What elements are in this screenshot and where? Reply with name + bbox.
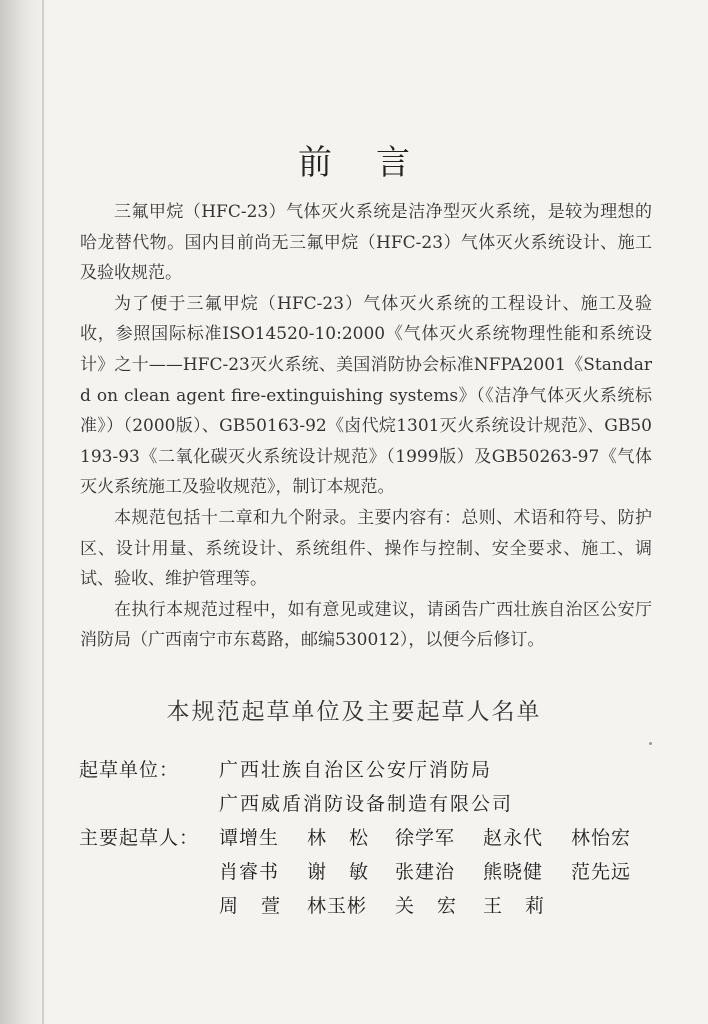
page-title: 前言 [298,142,454,183]
drafter-name: 范先远 [571,861,632,883]
drafter-name: 肖睿书 [219,861,280,883]
drafter-name: 王莉 [483,895,568,917]
drafters-section-title: 本规范起草单位及主要起草人名单 [166,699,542,725]
drafter-name: 关宏 [395,895,480,917]
preface-paragraph: 三氟甲烷（HFC-23）气体灭火系统是洁净型灭火系统，是较为理想的哈龙替代物。国内目前尚无三氟甲烷（HFC-23）气体灭火系统设计、施工及验收规范。 [80,202,652,284]
drafters-label: 主要起草人： [79,827,200,849]
drafters-line [219,821,659,855]
drafter-name: 周萱 [219,895,304,917]
preface-paragraph: 为了便于三氟甲烷（HFC-23）气体灭火系统的工程设计、施工及验收，参照国际标准ISO14520-10:2000《气体灭火系统物理性能和系统设计》之十——HFC-23灭火系统、美国消防协会标准NFPA2001《Standard on clean agent fire-extinguishing systems》（《洁净气体灭火系统标准》）（2000版）、GB50163-92《卤代烷1301灭火系统设计规范》、GB50193-93《二氧化碳灭火系统设计规范》（1999版）及GB50263-97《气体灭火系统施工及验收规范》，制订本规范。 [80,293,652,498]
drafter-name: 张建治 [395,861,456,883]
drafter-name: 林玉彬 [307,895,368,917]
drafters-grid [219,821,659,923]
drafter-name: 谢敏 [307,861,392,883]
drafter-name: 林松 [307,827,392,849]
scan-speck [649,742,652,745]
drafter-name: 谭增生 [219,827,280,849]
drafters-line [219,855,659,889]
drafter-name: 熊晓健 [483,861,544,883]
preface-paragraph: 本规范包括十二章和九个附录。主要内容有：总则、术语和符号、防护区、设计用量、系统设计、系统组件、操作与控制、安全要求、施工、调试、验收、维护管理等。 [80,507,652,590]
drafters-line [219,889,659,923]
credits-block [79,753,659,923]
units-row [79,753,659,787]
drafting-unit: 广西威盾消防设备制造有限公司 [219,793,514,815]
units-label-spacer [79,787,219,821]
drafter-name: 赵永代 [483,827,544,849]
units-label: 起草单位： [79,759,180,781]
drafting-unit: 广西壮族自治区公安厅消防局 [219,759,493,781]
drafter-name: 徐学军 [395,827,456,849]
units-row [79,787,659,821]
preface-paragraph: 在执行本规范过程中，如有意见或建议，请函告广西壮族自治区公安厅消防局（广西南宁市东葛路，邮编530012），以便今后修订。 [80,599,652,651]
preface-body [80,197,652,656]
drafters-row [79,821,659,923]
drafter-name: 林怡宏 [571,827,632,849]
